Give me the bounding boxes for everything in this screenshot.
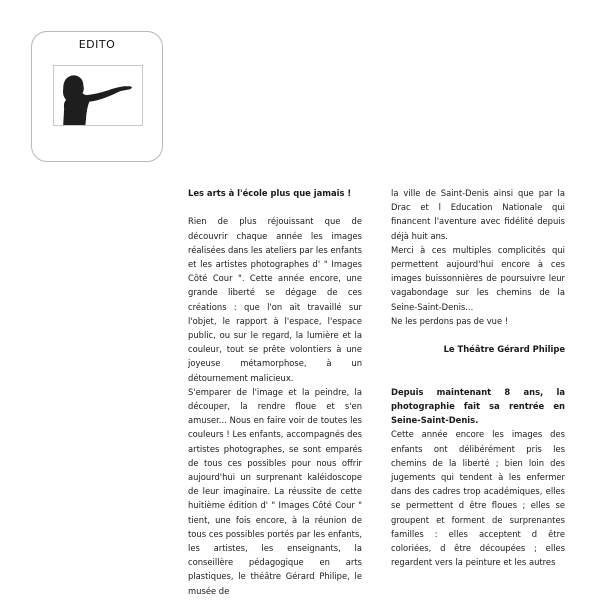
second-article-heading: Depuis maintenant 8 ans, la photographie fait sa rentrée en Seine-Saint-Denis. [391, 386, 565, 426]
edito-title: EDITO [78, 38, 116, 51]
article-paragraph: Merci à ces multiples complicités qui permettent aujourd'hui encore à ces images buissonnières de poursuivre leur vagabondage sur les chemins de la Seine-Saint-Denis... [391, 244, 565, 312]
child-silhouette-image [54, 66, 142, 125]
article-paragraph: Rien de plus réjouissant que de découvrir chaque année les images réalisées dans les ateliers par les enfants et les artistes photographes d' " Images Côté Cour ". Cette année encore, une grande liberté se dégage de ces créations : que l'on ait travaillé sur l'objet, le rapport à l'espace, l'espace public, ou sur le regard, la lumière et la couleur, tout se prête volontiers à une joyeuse métamorphose, à un détournement malicieux. [188, 216, 362, 383]
spacer [391, 328, 565, 342]
article-paragraph: S'emparer de l'image et la peindre, la découper, la rendre floue et s'en amuser... Nous en faire voir de toutes les couleurs ! Les enfants, accompagnés des artistes photographes, se sont emparés de tous ces possibles pour nous offrir aujourd'hui un surprenant kaléidoscope de leur imaginaire. La réussite de cette huitième édition d' " Images Côté Cour " tient, une fois encore, à la réunion de tous ces possibles portés par les enfants, les artistes, les enseignants, la conseillère pédagogique en arts plastiques, le théâtre Gérard Philipe, le musée de [188, 386, 362, 596]
edito-photo [53, 65, 143, 126]
article-heading: Les arts à l'école plus que jamais ! [188, 188, 352, 198]
article-paragraph: Cette année encore les images des enfants ont délibérément pris les chemins de la liberté ; bien loin des jugements qui tendent à les enfermer dans des cadres trop académiques, elles se permettent d être floues ; elles se groupent et forment de surprenantes familles : elles acceptent d être coloriées, d être découpées ; elles regardent vers la peinture et les autres [391, 429, 565, 568]
article-column-left [188, 186, 362, 598]
article-paragraph: la ville de Saint-Denis ainsi que par la Drac et l Education Nationale qui financent l'aventure avec fidélité depuis déjà huit ans. [391, 188, 565, 241]
edito-card [31, 31, 163, 162]
spacer [391, 371, 565, 385]
spacer [391, 356, 565, 370]
article-column-right [391, 186, 565, 569]
article-signature: Le Théâtre Gérard Philipe [443, 344, 565, 355]
article-paragraph: Ne les perdons pas de vue ! [391, 315, 509, 326]
